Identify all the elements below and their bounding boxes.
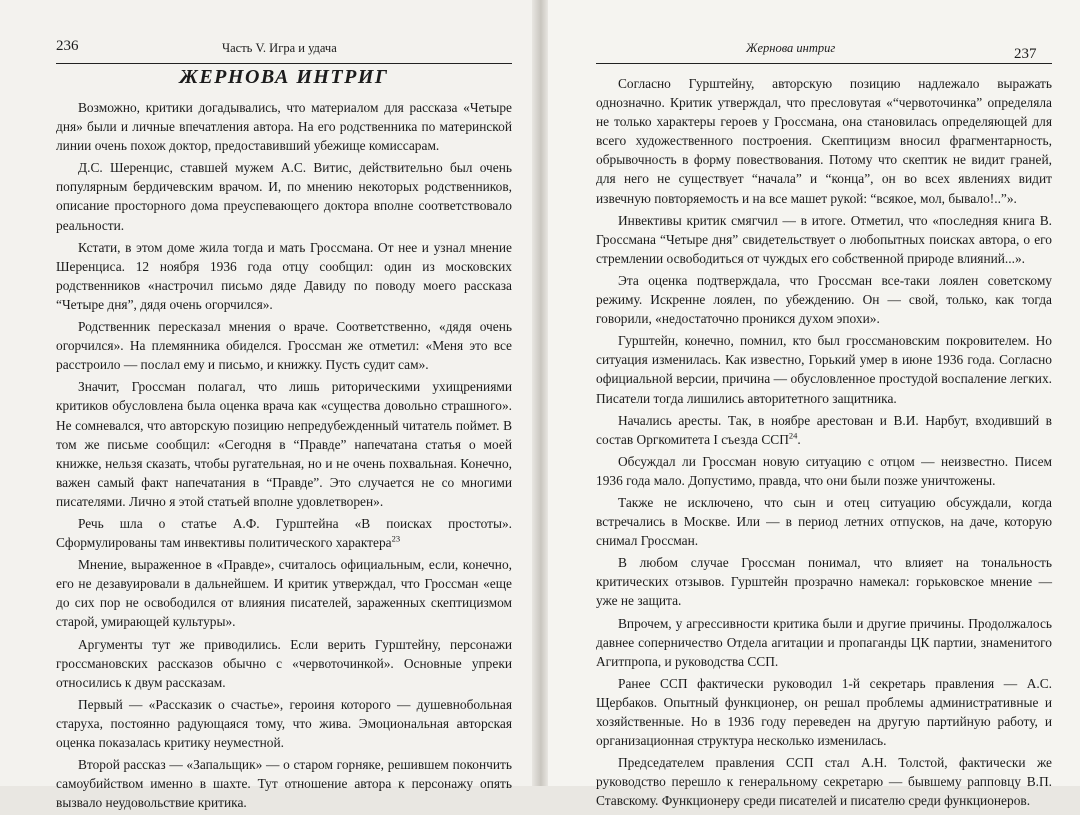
paragraph: Д.С. Шеренцис, ставшей мужем А.С. Витис, действительно был очень популярным бердичевским врачом. И, по мнению некоторых родственников, описание просторного дома преуспевающего доктора вполне соответствовало реальности. <box>56 160 512 233</box>
right-page <box>542 0 1080 809</box>
right-body-text <box>596 74 1052 813</box>
paragraph-with-footnote <box>56 514 512 552</box>
chapter-title: ЖЕРНОВА ИНТРИГ <box>179 66 389 88</box>
sentence-end: . <box>797 431 801 447</box>
paragraph: Эта оценка подтверждала, что Гроссман все-таки лоялен советскому режиму. Искренне лоялен, по убеждению. Он — свой, только, как тогда говорили, «недостаточно проникся духом эпохи». <box>596 272 1052 327</box>
page-number-left: 236 <box>56 38 79 54</box>
paragraph: Ранее ССП фактически руководил 1-й секретарь правления — А.С. Щербаков. Опытный функционер, он решал проблемы административные и хозяйственные. Но в 1936 году переведен на другую партийную работу, и организационная структура несколько изменилась. <box>596 675 1052 749</box>
book-gutter <box>532 0 548 786</box>
left-body-text <box>56 98 512 815</box>
paragraph: Мнение, выраженное в «Правде», считалось официальным, если, конечно, его не дезавуировали в дальнейшем. И критик утверждал, что Гроссман «еще до сих пор не освободился от влияния писателей, зараженных скептицизмом старой, умирающей культуры». <box>56 557 512 630</box>
left-page <box>0 0 538 811</box>
paragraph: Согласно Гурштейну, авторскую позицию надлежало выражать однозначно. Критик утверждал, что пресловутая «“червоточинка” определяла не только характеры героев у Гроссмана, она становилась определяющей для всего художественного построения. Скептицизм вносил фрагментарность, обрывочность в форму повествования. Потому что скептик не видит граней, для него не существует “начала” и “конца”, он во всех явлениях видит извечную повторяемость и на все машет рукой: “всякое, мол, бывало!..”». <box>596 76 1052 206</box>
paragraph: Возможно, критики догадывались, что материалом для рассказа «Четыре дня» были и личные впечатления автора. На его родственника по материнской линии очень похож доктор, предоставивший убежище комиссарам. <box>56 100 512 154</box>
paragraph-text: Речь шла о статье А.Ф. Гурштейна «В поисках простоты». Сформулированы там инвективы политического характера <box>56 515 512 551</box>
paragraph: Гурштейн, конечно, помнил, кто был гроссмановским покровителем. Но ситуация изменилась. Как известно, Горький умер в июне 1936 года. Согласно официальной версии, причина — обусловленное простудой воспаление легких. Писатели тогда лишились авторитетного защитника. <box>596 333 1052 406</box>
paragraph: Впрочем, у агрессивности критика были и другие причины. Продолжалось давнее соперничество Отдела агитации и пропаганды ЦК партии, знаменитого Агитпропа, и руководства ССП. <box>596 615 1052 669</box>
page-number-right: 237 <box>1014 46 1037 62</box>
running-head-right: Жернова интриг <box>746 41 836 55</box>
header-rule-left <box>56 63 512 64</box>
paragraph: В любом случае Гроссман понимал, что влияет на тональность критических отзывов. Гурштейн прозрачно намекал: горьковское мнение — уже не защита. <box>596 555 1052 609</box>
running-head-left: Часть V. Игра и удача <box>222 41 337 55</box>
footnote-ref-23[interactable]: 23 <box>391 533 401 544</box>
paragraph: Обсуждал ли Гроссман новую ситуацию с отцом — неизвестно. Писем 1936 года мало. Допустимо, правда, что они были позже уничтожены. <box>596 453 1052 488</box>
paragraph-with-footnote <box>596 411 1052 449</box>
paragraph: Второй рассказ — «Запальщик» — о старом горняке, решившем покончить самоубийством именно в шахте. Тут отношение автора к персонажу опять вызвало неудовольствие критика. <box>56 757 512 811</box>
paragraph: Инвективы критик смягчил — в итоге. Отметил, что «последняя книга В. Гроссмана “Четыре дня” свидетельствует о любопытных поисках автора, о его стремлении освободиться от чуждых его собственной природе влияний...». <box>596 212 1052 266</box>
paragraph: Председателем правления ССП стал А.Н. Толстой, фактически же руководство перешло к генеральному секретарю — бывшему рапповцу В.П. Ставскому. Функционеру среди писателей и писателю среди функционеров. <box>596 755 1052 809</box>
header-rule-right <box>596 63 1052 64</box>
paragraph: Аргументы тут же приводились. Если верить Гурштейну, персонажи гроссмановских рассказов обычно с «червоточинкой». Основные упреки относились к двум рассказам. <box>56 636 512 690</box>
footnote-ref-24[interactable]: 24 <box>788 430 798 441</box>
paragraph-text: Начались аресты. Так, в ноябре арестован и В.И. Нарбут, входивший в состав Оргкомитета I съезда ССП <box>596 412 1052 447</box>
paragraph: Первый — «Рассказик о счастье», героиня которого — душевнобольная старуха, постоянно радующаяся тому, что жива. Эмоциональная авторская оценка показалась критику неуместной. <box>56 696 512 750</box>
paragraph: Кстати, в этом доме жила тогда и мать Гроссмана. От нее и узнал мнение Шеренциса. 12 ноября 1936 года отцу сообщил: один из московских родственников «настрочил письмо дяде Давиду по поводу моего рассказа “Четыре дня”, дядя очень огорчился». <box>56 239 512 312</box>
paragraph: Также не исключено, что сын и отец ситуацию обсуждали, когда встречались в Москве. Или — в период летних отпусков, на даче, которую снимал Гроссман. <box>596 494 1052 549</box>
paragraph: Значит, Гроссман полагал, что лишь риторическими ухищрениями критиков обусловлена была оценка врача как «существа довольно страшного». Не сомневался, что авторскую позицию непредубежденный читатель поймет. В том же письме сообщил: «Сегодня в “Правде” напечатана статья о моей книжке, нельзя сказать, чтобы ругательная, но и не очень похвальная. Конечно, важен самый факт напечатания в “Правде”. Это случается не со многими писателями. Лично я этой статьей вполне удовлетворен». <box>56 379 512 509</box>
paragraph: Родственник пересказал мнения о враче. Соответственно, «дядя очень огорчился». На племянника обиделся. Гроссман же отметил: «Меня это все расстроило — послал ему и письмо, и книжку. Пусть судит сам». <box>56 319 512 373</box>
